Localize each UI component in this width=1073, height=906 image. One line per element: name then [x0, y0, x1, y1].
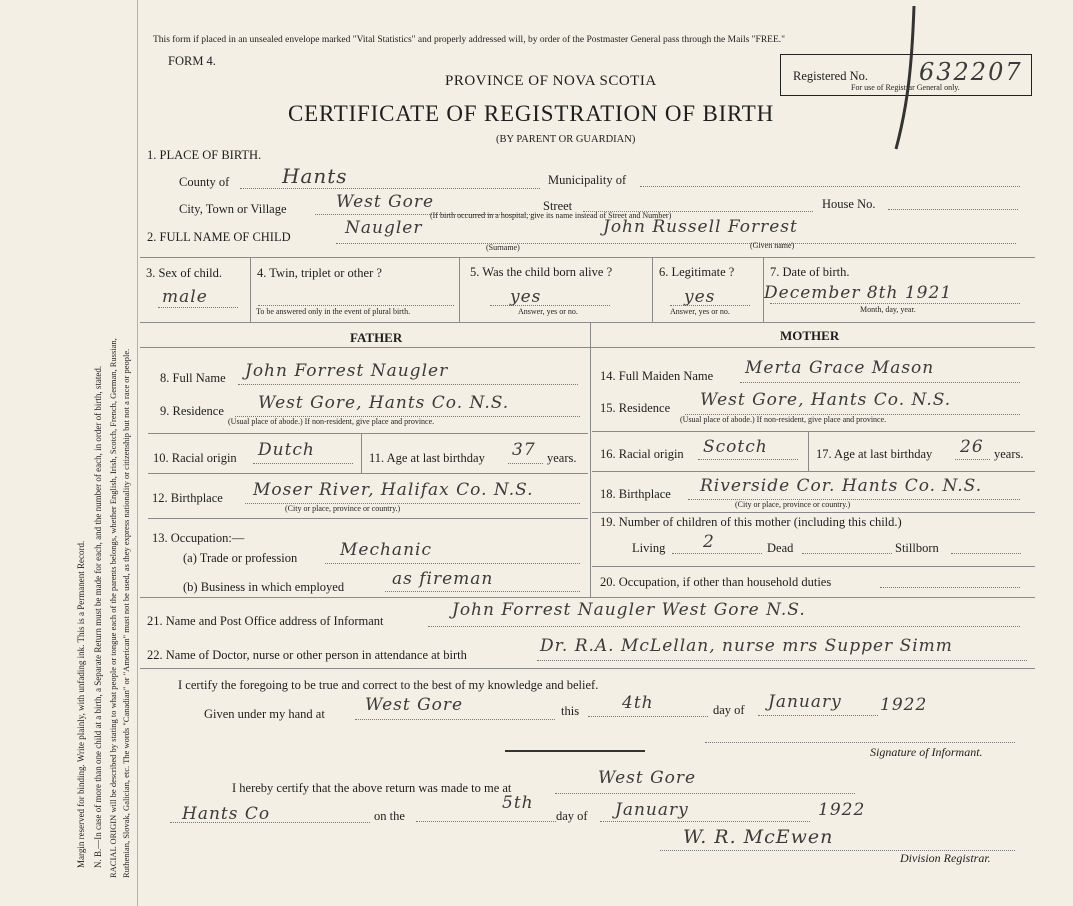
registered-number: 632207 [919, 58, 1023, 86]
child-surname-value: Naugler [345, 218, 423, 238]
registrar-day-of-label: day of [556, 809, 588, 823]
legitimate-value: yes [684, 287, 716, 307]
certificate-subtitle: (BY PARENT OR GUARDIAN) [496, 134, 636, 145]
county-value: Hants [282, 164, 348, 188]
registrar-month-value: January [615, 800, 689, 820]
place-heading: 1. PLACE OF BIRTH. [147, 148, 262, 162]
registrar-day-value: 5th [502, 793, 534, 813]
mother-birthplace-value: Riverside Cor. Hants Co. N.S. [700, 476, 983, 496]
alive-value: yes [510, 287, 542, 307]
this-label: this [561, 704, 580, 718]
informant-label: 21. Name and Post Office address of Informant [147, 614, 384, 628]
on-the-label: on the [374, 809, 405, 823]
this-day-value: 4th [622, 693, 654, 713]
registrar-place-value: West Gore [598, 768, 697, 788]
mother-heading: MOTHER [780, 328, 840, 343]
sex-value: male [162, 287, 208, 307]
father-residence-label: 9. Residence [160, 404, 224, 418]
trade-value: Mechanic [340, 540, 432, 560]
father-age-value: 37 [512, 440, 536, 460]
municipality-label: Municipality of [548, 173, 627, 187]
mother-residence-caption: (Usual place of abode.) If non-resident, give place and province. [680, 415, 887, 424]
margin-note-4: Ruthenian, Slovak, Galician, etc. The words "Canadian" or "American" must not be used, as they express nationality or citizenship but not a race or people. [121, 348, 131, 878]
dead-label: Dead [767, 541, 794, 555]
margin-note-3: RACIAL ORIGIN will be described by stating to what people or tongue each of the parents belongs, whether English, Irish, Scotch, French, German, Russian, [108, 338, 118, 878]
father-race-value: Dutch [258, 440, 315, 460]
binding-margin-line [137, 0, 138, 906]
registrar-year-value: 1922 [818, 800, 866, 820]
city-label: City, Town or Village [179, 202, 287, 216]
registrar-caption: Division Registrar. [900, 851, 991, 865]
doctor-label: 22. Name of Doctor, nurse or other person in attendance at birth [147, 648, 467, 662]
mother-name-label: 14. Full Maiden Name [600, 369, 714, 383]
mother-birthplace-label: 18. Birthplace [600, 487, 671, 501]
child-name-label: 2. FULL NAME OF CHILD [147, 230, 291, 244]
given-caption: (Given name) [750, 241, 795, 250]
dob-value: December 8th 1921 [764, 283, 953, 303]
registrar-county-value: Hants Co [182, 804, 271, 824]
father-birthplace-value: Moser River, Halifax Co. N.S. [253, 480, 534, 500]
county-label: County of [179, 175, 230, 189]
twin-note: To be answered only in the event of plural birth. [256, 307, 411, 316]
certify-statement: I certify the foregoing to be true and correct to the best of my knowledge and belief. [178, 678, 599, 692]
father-residence-value: West Gore, Hants Co. N.S. [258, 393, 510, 413]
mother-residence-label: 15. Residence [600, 401, 671, 415]
father-residence-caption: (Usual place of abode.) If non-resident, give place and province. [228, 417, 435, 426]
mother-age-label: 17. Age at last birthday [816, 447, 933, 461]
business-value: as fireman [392, 569, 494, 589]
given-place-value: West Gore [365, 695, 464, 715]
father-name-label: 8. Full Name [160, 371, 226, 385]
informant-value: John Forrest Naugler West Gore N.S. [452, 600, 806, 620]
mother-name-value: Merta Grace Mason [745, 358, 935, 378]
mother-race-value: Scotch [703, 437, 768, 457]
father-heading: FATHER [350, 330, 403, 345]
certificate-title: CERTIFICATE OF REGISTRATION OF BIRTH [288, 101, 775, 126]
hospital-note: (If birth occurred in a hospital, give its name instead of Street and Number) [430, 211, 672, 220]
day-of-label: day of [713, 703, 745, 717]
alive-label: 5. Was the child born alive ? [470, 265, 613, 279]
father-name-value: John Forrest Naugler [245, 361, 449, 381]
ink-stroke-mark [888, 4, 928, 154]
mother-occupation-label: 20. Occupation, if other than household duties [600, 575, 832, 589]
father-age-label: 11. Age at last birthday [369, 451, 485, 465]
alive-caption: Answer, yes or no. [518, 307, 578, 316]
registrar-note: For use of Registrar General only. [851, 83, 960, 92]
street-label: Street [543, 199, 573, 213]
occupation-label: 13. Occupation:— [152, 531, 245, 545]
mother-age-value: 26 [960, 437, 984, 457]
dob-label: 7. Date of birth. [770, 265, 850, 279]
mother-race-label: 16. Racial origin [600, 447, 684, 461]
living-label: Living [632, 541, 666, 555]
living-value: 2 [703, 532, 715, 552]
form-number: FORM 4. [168, 54, 216, 68]
registered-label: Registered No. [793, 69, 868, 83]
father-birthplace-label: 12. Birthplace [152, 491, 223, 505]
sex-label: 3. Sex of child. [146, 266, 223, 280]
business-label: (b) Business in which employed [183, 580, 345, 594]
province-heading: PROVINCE OF NOVA SCOTIA [445, 73, 657, 89]
margin-note-2: N. B.—In case of more than one child at a birth, a Separate Return must be made for each, and the number of each, in order of birth, stated. [93, 365, 103, 868]
child-given-value: John Russell Forrest [603, 217, 798, 237]
city-value: West Gore [336, 192, 435, 212]
surname-caption: (Surname) [486, 243, 520, 252]
trade-label: (a) Trade or profession [183, 551, 298, 565]
house-label: House No. [822, 197, 876, 211]
mail-note: This form if placed in an unsealed envelope marked "Vital Statistics" and properly addressed will, by order of the Postmaster General pass through the Mails "FREE." [153, 35, 786, 45]
mother-birthplace-caption: (City or place, province or country.) [735, 500, 851, 509]
margin-note-1: Margin reserved for binding. Write plainly, with unfading ink. This is a Permanent Record. [76, 540, 86, 868]
father-race-label: 10. Racial origin [153, 451, 237, 465]
legitimate-caption: Answer, yes or no. [670, 307, 730, 316]
stillborn-label: Stillborn [895, 541, 939, 555]
registrar-statement: I hereby certify that the above return was made to me at [232, 781, 512, 795]
year-value: 1922 [880, 695, 928, 715]
father-age-suffix: years. [547, 451, 577, 465]
informant-signature-caption: Signature of Informant. [870, 745, 983, 759]
registrar-signature: W. R. McEwen [683, 826, 834, 848]
twin-label: 4. Twin, triplet or other ? [257, 266, 382, 280]
children-count-label: 19. Number of children of this mother (including this child.) [600, 515, 902, 529]
mother-residence-value: West Gore, Hants Co. N.S. [700, 390, 952, 410]
month-value: January [768, 692, 842, 712]
doctor-value: Dr. R.A. McLellan, nurse mrs Supper Simm [540, 636, 953, 656]
given-under-label: Given under my hand at [204, 707, 325, 721]
father-birthplace-caption: (City or place, province or country.) [285, 504, 401, 513]
dob-caption: Month, day, year. [860, 305, 916, 314]
legitimate-label: 6. Legitimate ? [659, 265, 735, 279]
mother-age-suffix: years. [994, 447, 1024, 461]
